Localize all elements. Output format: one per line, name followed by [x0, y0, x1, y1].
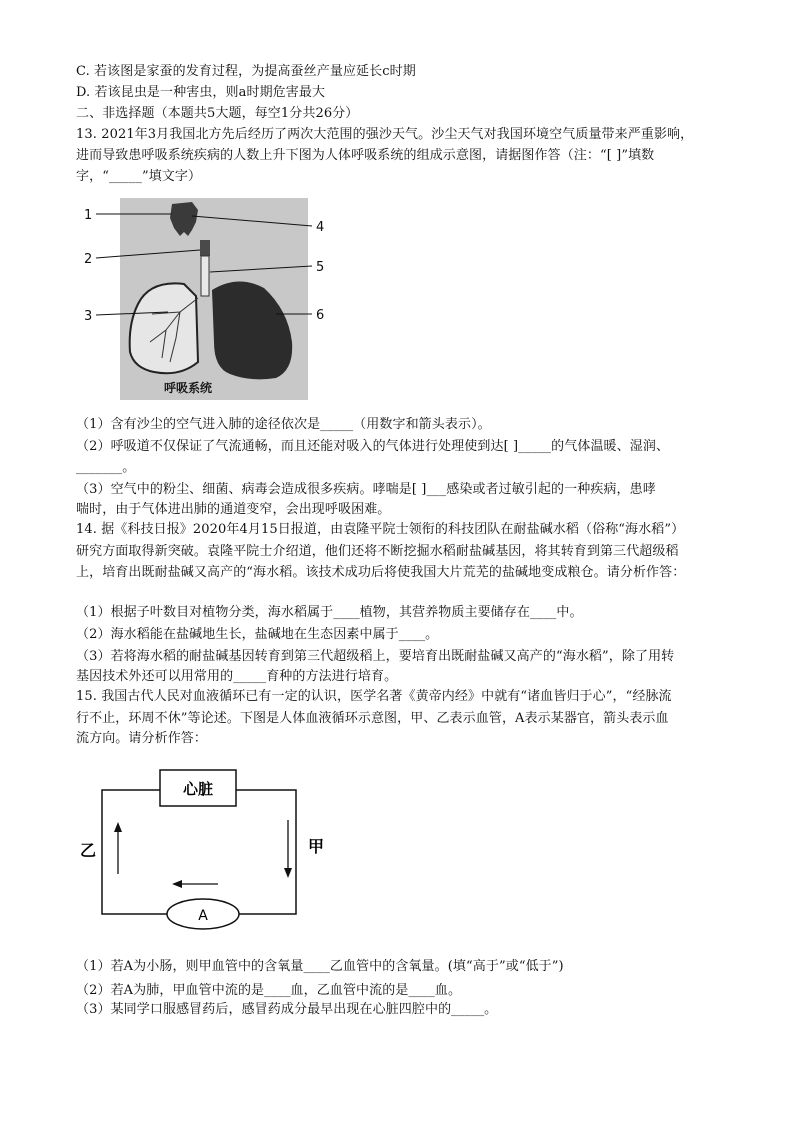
label-4: 4 [316, 220, 325, 235]
option-c: C. 若该图是家蚕的发育过程，为提高蚕丝产量应延长c时期 [76, 64, 416, 79]
down-arrow-icon [284, 868, 292, 878]
q15-stem-1: 15. 我国古代人民对血液循环已有一定的认识，医学名著《黄帝内经》中就有“诸血皆归于心”，“经脉流 [76, 689, 672, 704]
larynx-shape [200, 240, 210, 256]
trachea-shape [201, 256, 209, 296]
circuit-left-path [102, 790, 168, 914]
q14-part-1: （1）根据子叶数目对植物分类，海水稻属于____植物，其营养物质主要储存在____中。 [76, 605, 583, 620]
q15-stem-2: 行不止，环周不休”等论述。下图是人体血液循环示意图，甲、乙表示血管，A表示某器官，箭头表示血 [76, 711, 669, 726]
left-arrow-icon [172, 880, 182, 888]
circuit-right-path [236, 790, 296, 914]
q14-stem-3: 上，培育出既耐盐碱又高产的“海水稻。该技术成功后将使我国大片荒芜的盐碱地变成粮仓。请分析作答： [76, 565, 686, 580]
blood-circulation-figure [78, 762, 338, 934]
q15-stem-3: 流方向。请分析作答： [76, 731, 208, 746]
label-2: 2 [84, 252, 93, 267]
q13-stem-2: 进而导致患呼吸系统疾病的人数上升下图为人体呼吸系统的组成示意图，请据图作答（注：“[ ]”填数 [76, 148, 655, 163]
figure-caption: 呼吸系统 [164, 381, 213, 395]
q15-part-3: （3）某同学口服感冒药后，感冒药成分最早出现在心脏四腔中的_____。 [76, 1002, 498, 1017]
heart-label: 心脏 [182, 780, 214, 798]
q14-stem-1: 14. 据《科技日报》2020年4月15日报道，由袁隆平院士领衔的科技团队在耐盐碱水稻（俗称“海水稻”） [76, 522, 685, 537]
label-5: 5 [316, 260, 325, 275]
q15-part-2: （2）若A为肺，甲血管中流的是____血，乙血管中流的是____血。 [76, 983, 462, 998]
respiratory-system-figure [80, 192, 350, 404]
section-heading: 二、非选择题（本题共5大题，每空1分共26分） [76, 106, 359, 121]
q13-part-3: （3）空气中的粉尘、细菌、病毒会造成很多疾病。哮喘是[ ]___感染或者过敏引起的一种疾病，患哮 [76, 482, 656, 497]
q14-stem-2: 研究方面取得新突破。袁隆平院士介绍道，他们还将不断挖掘水稻耐盐碱基因，将其转育到第三代超级稻 [76, 544, 679, 559]
q13-stem-3: 字，“_____”填文字） [76, 169, 202, 184]
option-d: D. 若该昆虫是一种害虫，则a时期危害最大 [76, 85, 326, 100]
q13-stem-1: 13. 2021年3月我国北方先后经历了两次大范围的强沙天气。沙尘天气对我国环境空气质量带来严重影响， [76, 127, 694, 142]
label-3: 3 [84, 309, 93, 324]
vessel-jia-label: 甲 [308, 837, 325, 856]
label-6: 6 [316, 308, 325, 323]
vessel-yi-label: 乙 [80, 841, 97, 860]
q13-part-2: （2）呼吸道不仅保证了气流通畅，而且还能对吸入的气体进行处理使到达[ ]_____的气体温暖、湿润、 [76, 439, 670, 454]
q14-part-3-cont: 基因技术外还可以用常用的_____育种的方法进行培育。 [76, 669, 398, 684]
q13-part-2-cont: _______。 [76, 460, 136, 475]
up-arrow-icon [114, 822, 122, 832]
organ-a-label: A [198, 908, 208, 924]
q14-part-3: （3）若将海水稻的耐盐碱基因转育到第三代超级稻上，要培育出既耐盐碱又高产的“海水稻”，除了用转 [76, 649, 675, 664]
q14-part-2: （2）海水稻能在盐碱地生长，盐碱地在生态因素中属于____。 [76, 627, 439, 642]
q15-part-1: （1）若A为小肠，则甲血管中的含氧量____乙血管中的含氧量。(填“高于”或“低于”) [76, 959, 564, 974]
q13-part-1: （1）含有沙尘的空气进入肺的途径依次是_____（用数字和箭头表示）。 [76, 417, 491, 432]
q13-part-3-cont: 喘时，由于气体进出肺的通道变窄，会出现呼吸困难。 [76, 502, 391, 517]
label-1: 1 [84, 208, 93, 223]
